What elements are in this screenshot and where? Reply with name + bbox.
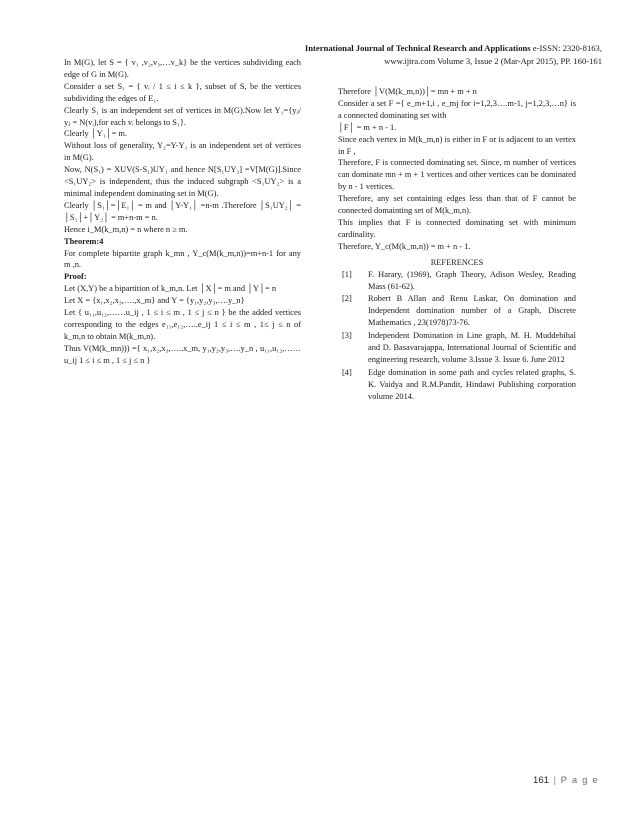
references-section <box>338 257 576 403</box>
theorem-heading: Theorem:4 <box>64 236 104 246</box>
reference-item <box>338 330 576 366</box>
paragraph: Clearly │Y₁│= m. <box>64 129 128 139</box>
header-line-1 <box>262 42 602 55</box>
paragraph: │F│ = m + n - 1. <box>338 122 397 132</box>
paragraph: Clearly S₁ is an independent set of vertices in M(G).Now let Y₁={yⱼ/ yⱼ = N(vᵢ),for each vᵢ belongs to S₁}. <box>64 105 301 127</box>
reference-item <box>338 293 576 329</box>
paragraph: Therefore │V(M(k_m,n))│= mn + m + n <box>338 87 477 96</box>
proof-line: Let X = {x₁,x₂,x₃,….,x_m} and Y = {y₁,y₂,y₃,….y_n} <box>64 296 245 306</box>
left-column <box>64 57 301 367</box>
page-footer <box>533 775 599 786</box>
right-column <box>338 86 576 404</box>
paragraph: In M(G), let S = { v₁ ,v₂,v₃,…v_k} be the vertices subdividing each edge of G in M(G). <box>64 58 301 79</box>
proof-line: Let (X,Y) be a bipartition of k_m,n. Let │X│= m and │Y│= n <box>64 284 277 294</box>
header-line-2: www.ijtra.com Volume 3, Issue 2 (Mar-Apr 2015), PP. 160-161 <box>384 56 602 66</box>
proof-heading: Proof: <box>64 272 87 282</box>
reference-number: [2] <box>342 294 352 304</box>
reference-item <box>338 367 576 403</box>
paragraph: Therefore, F is connected dominating set. Since, m number of vertices can dominate mn + m + 1 vertices and other vertices can be dominated by n - 1 vertices. <box>338 158 576 192</box>
paragraph: Therefore, any set containing edges less than that of F cannot be connected domainting set of M(k_m,n). <box>338 194 576 216</box>
journal-title: International Journal of Technical Research and Applications <box>304 43 531 53</box>
proof-line: Let { u₁₁,u₁₂,……u_ij , 1 ≤ i ≤ m , 1 ≤ j ≤ n } be the added vertices corresponding to the edges e₁₁,e₁₂,…..e_ij 1 ≤ i ≤ m , 1≤ j ≤ n of k_m,n to obtain M(k_m,n). <box>64 308 301 341</box>
reference-number: [3] <box>342 331 352 341</box>
paragraph: This implies that F is connected dominating set with minimum cardinality. <box>338 217 576 239</box>
reference-item <box>338 269 576 293</box>
theorem-statement: For complete bipartite graph k_mn , Y_c(M(k_m,n))=m+n-1 for any m ,n. <box>64 248 301 270</box>
page-number: 161 <box>533 775 549 786</box>
issn: e-ISSN: 2320-8163, <box>530 43 602 53</box>
paragraph: Therefore, Y_c(M(k_m,n)) = m + n - 1. <box>338 241 471 251</box>
footer-separator: | <box>553 775 557 786</box>
reference-text: Edge domination in some path and cycles related graphs, S. K. Vaidya and R.M.Pandit, Hindawi Publishing corporation volume 2014. <box>368 367 576 401</box>
reference-text: F. Harary, (1969), Graph Theory, Adison Wesley, Reading Mass (61-62). <box>368 269 576 291</box>
paragraph: Hence i_M(k_m,n) = n where n ≥ m. <box>64 224 188 234</box>
references-heading: REFERENCES <box>430 257 484 267</box>
paragraph: Consider a set S₁ = { vᵢ / 1 ≤ i ≤ k }, subset of S, be the vertices subdividing the edges of E₁. <box>64 81 301 103</box>
paragraph: Clearly │S₁│=│E₁│ = m and │Y-Y₁│ =n-m .Therefore │S₁UY₂│ = │S₁│+│Y₂│ = m+n-m = n. <box>64 200 301 222</box>
reference-text: Independent Domination in Line graph, M. H. Muddebihal and D. Basavarajappa, International Journal of Scientific and engineering research, volume 3.Issue 3. Issue 6. June 2012 <box>368 331 576 364</box>
reference-number: [4] <box>342 367 352 377</box>
proof-line: Thus V(M(k_mn))) ={ x₁,x₂,x₃,…..x_m, y₁,y₂,y₃,….y_n , u₁₁,u₁₂,……u_ij 1 ≤ i ≤ m , 1 ≤ j ≤ n } <box>64 343 301 365</box>
paragraph: Now, N(S₁) = XUV(S-S₁)UY₁ and hence N[S₁UY₂] =V[M(G)].Since <S₁UY₂> is independent, thus the induced subgraph <S₁UY₂> is a minimal independent dominating set in M(G). <box>64 165 301 198</box>
page-label: P a g e <box>560 775 599 786</box>
paragraph: Consider a set F ={ e_m+1,i , e_mj for i=1,2,3….m-1, j=1,2,3,…n} is a connected dominating set with <box>338 98 576 120</box>
reference-text: Robert B Allan and Renu Laskar, On domination and Independent domination number of a Graph, Discrete Mathematics , 23(1978)73-76. <box>368 294 576 328</box>
paragraph: Since each vertex in M(k_m,n) is either in F or is adjacent to an vertex in F , <box>338 134 576 156</box>
reference-number: [1] <box>342 269 352 279</box>
running-header <box>262 42 602 68</box>
paragraph: Without loss of generality, Y₂=Y-Y₁ is an independent set of vertices in M(G). <box>64 141 301 163</box>
